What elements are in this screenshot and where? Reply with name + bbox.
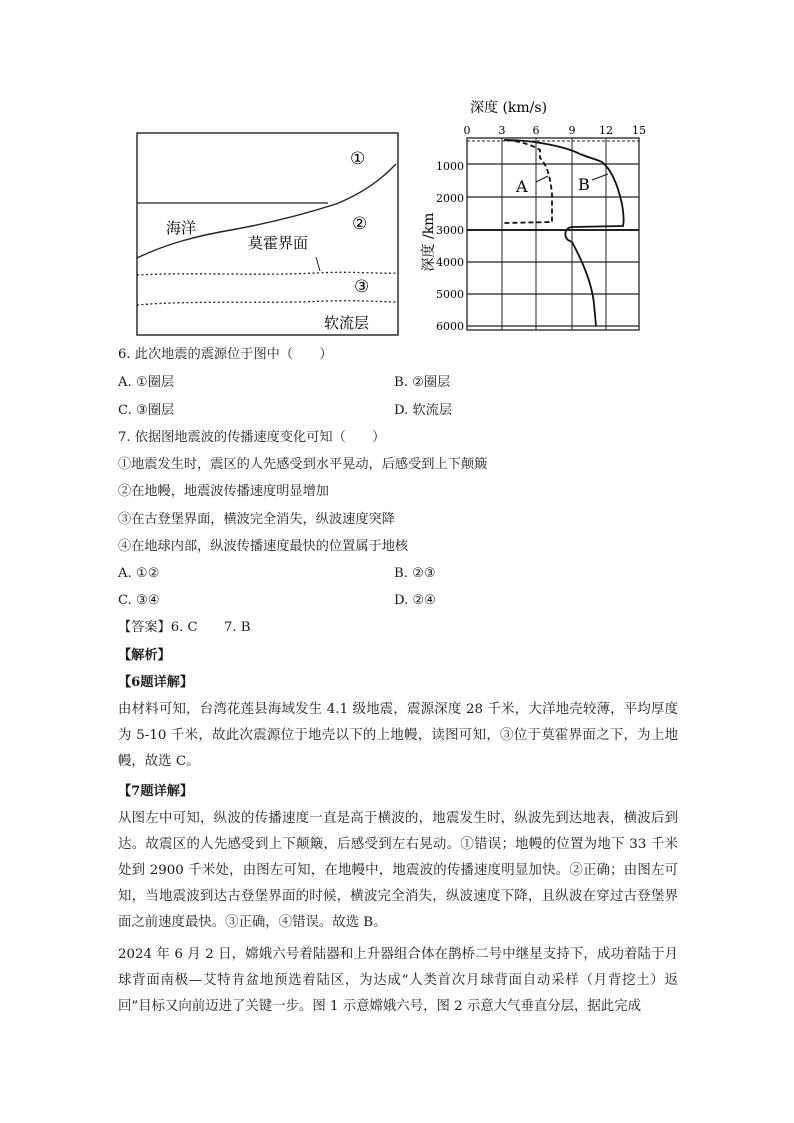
y-tick-label: 4000 — [436, 256, 464, 269]
q7-option-d: D. ②④ — [394, 593, 437, 608]
seismic-velocity-chart — [412, 94, 652, 338]
y-tick-label: 3000 — [436, 224, 464, 237]
curve-b-label: B — [578, 175, 590, 194]
moho-leader-line — [316, 257, 320, 271]
q6-stem: 6. 此次地震的震源位于图中（ ） — [118, 347, 333, 362]
q7-statement: ①地震发生时，震区的人先感受到水平晃动，后感受到上下颠簸 — [118, 457, 488, 472]
curve-a-s-wave — [504, 140, 552, 223]
q6-analysis-text: 由材料可知，台湾花莲县海域发生 4.1 级地震，震源深度 28 千米，大洋地壳较薄，平均厚度为 5-10 千米，故此次震源位于地壳以下的上地幔，读图可知，③位于莫霍界面之下，为上地幔，故选 C。 — [118, 702, 678, 769]
q7-analysis-heading: 【7题详解】 — [118, 784, 194, 799]
q6-option-c: C. ③圈层 — [118, 403, 175, 418]
layer2-label: ② — [352, 214, 368, 234]
analysis-heading: 【解析】 — [118, 648, 171, 663]
answer-line: 【答案】6. C 7. B — [118, 620, 251, 635]
q7-statement: ②在地幔，地震波传播速度明显增加 — [118, 484, 329, 499]
y-tick-label: 6000 — [436, 320, 464, 333]
curve-a-label: A — [516, 177, 528, 196]
x-tick-label: 6 — [532, 124, 540, 137]
x-tick-label: 12 — [599, 124, 613, 137]
ocean-label: 海洋 — [166, 219, 197, 237]
asthenosphere-label: 软流层 — [324, 314, 370, 332]
q6-option-a: A. ①圈层 — [118, 375, 175, 390]
q7-statement: ③在古登堡界面，横波完全消失，纵波速度突降 — [118, 512, 395, 527]
chart-top-title: 深度 (km/s) — [470, 100, 548, 116]
earth-layers-diagram — [136, 132, 400, 338]
q6-analysis-heading: 【6题详解】 — [118, 675, 194, 690]
y-tick-label: 1000 — [436, 160, 464, 173]
x-tick-label: 0 — [463, 124, 471, 137]
chart-y-axis-title: 深度 /km — [421, 212, 437, 272]
y-tick-label: 2000 — [436, 192, 464, 205]
x-tick-label: 15 — [632, 124, 646, 137]
closing-paragraph: 2024 年 6 月 2 日，嫦娥六号着陆器和上升器组合体在鹊桥二号中继星支持下，成功着陆于月球背面南极—艾特肯盆地预选着陆区，为达成“人类首次月球背面自动采样（月背挖土）返回”目标又向前迈进了关键一步。图 1 示意嫦娥六号，图 2 示意大气垂直分层，据此完成 — [118, 947, 678, 1014]
y-tick-label: 5000 — [436, 288, 464, 301]
q7-option-b: B. ②③ — [394, 566, 436, 581]
x-tick-label: 3 — [498, 124, 506, 137]
q7-stem: 7. 依据图地震波的传播速度变化可知（ ） — [118, 430, 386, 445]
q6-option-b: B. ②圈层 — [394, 375, 451, 390]
moho-dotted-line — [137, 272, 398, 275]
x-tick-label: 9 — [568, 124, 576, 137]
chart-grid — [467, 138, 639, 330]
q7-analysis-text: 从图左中可知，纵波的传播速度一直是高于横波的，地震发生时，纵波先到达地表，横波后到达。故震区的人先感受到上下颠簸，后感受到左右晃动。①错误；地幔的位置为地下 33 千米处到 2900 千米处，由图左可知，在地幔中，地震波的传播速度明显加快。②正确；由图左可知，当地震波到达古登堡界面的时候，横波完全消失，纵波速度下降，且纵波在穿过古登堡界面之前速度最快。③正确，④错误。故选 B。 — [118, 811, 678, 930]
q7-option-a: A. ①② — [118, 566, 160, 581]
layer3-label: ③ — [354, 277, 370, 297]
curve-a-leader — [536, 176, 548, 182]
q7-option-c: C. ③④ — [118, 593, 160, 608]
moho-label: 莫霍界面 — [248, 234, 309, 252]
layer1-label: ① — [350, 149, 366, 169]
q7-statement: ④在地球内部，纵波传播速度最快的位置属于地核 — [118, 539, 409, 554]
lithosphere-bottom-dotted-line — [137, 301, 398, 305]
q6-option-d: D. 软流层 — [394, 403, 453, 418]
